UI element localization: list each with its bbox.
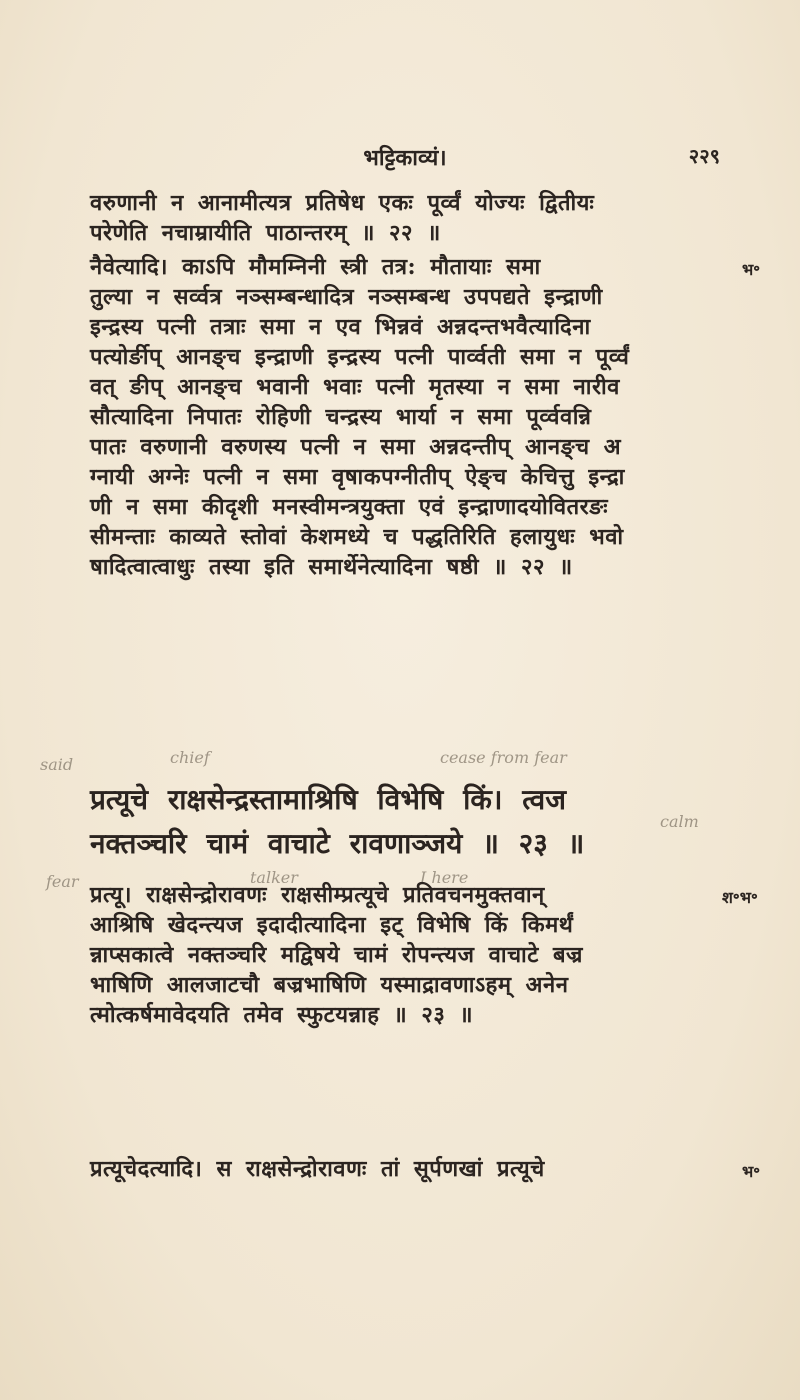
commentary-block-3: प्रत्यू। राक्षसेन्द्रोरावणः राक्षसीम्प्रत्यूचे प्रतिवचनमुक्तवान् आश्रिषि खेदन्त्यज इदादीत्यादिना इट् विभेषि किं किमर्थं न्नाप्सकात्वे नक्तञ्चरि मद्विषये चामं रोपन्त्यज वाचाटे बज्र भाषिणि आलजाटचौ बज्रभाषिणि यस्माद्रावणाऽहम् अनेन त्मोत्कर्षमावेदयति तमेव स्फुटयन्नाह ॥ २३ ॥ [90, 882, 583, 1028]
commentary-block-2: नैवेत्यादि। काऽपि मौमम्निनी स्त्री तत्र: मौतायाः समा तुल्या न सर्व्वत्र नञ्सम्बन्धादित्र नञ्सम्बन्ध उपपद्यते इन्द्राणी इन्द्रस्य पत्नी तत्राः समा न एव भिन्नवं अन्नदन्तभवैत्यादिना पत्योर्ङीप् आनङ्च इन्द्राणी इन्द्रस्य पत्नी पार्व्वती समा न पूर्व्वं वत् ङीप् आनङ्च भवानी भवाः पत्नी मृतस्या न समा नारीव सौत्यादिना निपातः रोहिणी चन्द्रस्य भार्या न समा पूर्व्ववन्नि पातः वरुणानी वरुणस्य पत्नी न समा अन्नदन्तीप् आनङ्च अ ग्नायी अग्नेः पत्नी न समा वृषाकपग्नीतीप् ऐङ्च केचित्तु इन्द्रा णी न समा कीदृशी मनस्वीमन्त्रयुक्ता एवं इन्द्राणादयोवितरङः सीमन्ताः काव्यते स्तोवां केशमध्ये च पद्धतिरिति हलायुधः भवो षादित्वात्वाधुः तस्या इति समार्थेनेत्यादिना षष्ठी ॥ २२ ॥ [90, 254, 630, 580]
handwritten-gloss: talker [250, 868, 298, 887]
handwritten-gloss: cease from fear [440, 748, 567, 767]
running-title: भट्टिकाव्यं। [363, 146, 447, 171]
margin-note: भ॰ [742, 260, 761, 279]
commentary-block-1: वरुणानी न आनामीत्यत्र प्रतिषेध एकः पूर्व्वं योज्यः द्वितीयः परेणेति नचाम्रायीति पाठान्तरम् ॥ २२ ॥ [90, 190, 595, 246]
handwritten-gloss: calm [660, 812, 699, 831]
margin-note: भ॰ [742, 1162, 761, 1181]
handwritten-gloss: fear [46, 872, 79, 891]
commentary-block-4: प्रत्यूचेदत्यादि। स राक्षसेन्द्रोरावणः तां सूर्पणखां प्रत्यूचे [90, 1156, 545, 1182]
handwritten-gloss: said [40, 755, 74, 774]
page-number: २२९ [688, 144, 720, 168]
page-header [90, 142, 720, 172]
handwritten-gloss: I here [420, 868, 469, 887]
handwritten-gloss: chief [170, 748, 210, 767]
margin-note: श॰भ॰ [722, 888, 758, 907]
verse-23: प्रत्यूचे राक्षसेन्द्रस्तामाश्रिषि विभेषि किं। त्वज नक्तञ्चरि चामं वाचाटे रावणाञ्जये ॥ २३ ॥ [90, 783, 585, 860]
